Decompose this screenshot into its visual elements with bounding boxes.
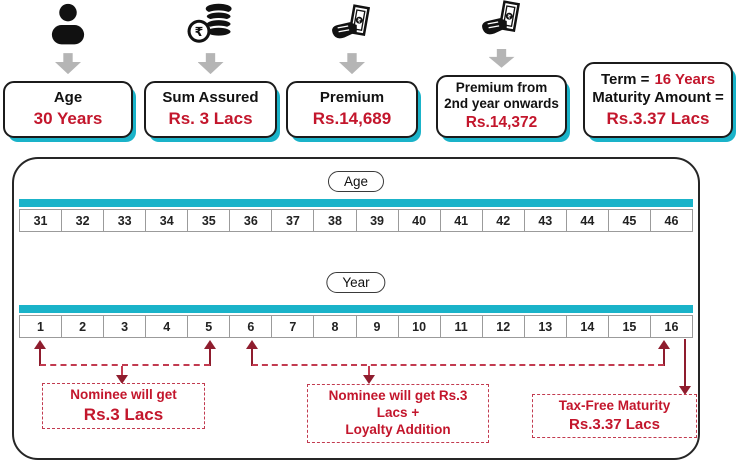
note-tax-free-maturity [532, 394, 697, 438]
year-axis-bar [19, 305, 693, 313]
rupee-glyph: ₹ [356, 18, 362, 25]
year-cell: 2 [61, 315, 104, 338]
down-arrow-icon [198, 53, 224, 74]
age-cell: 40 [398, 209, 441, 232]
card-column-age [3, 0, 133, 138]
card-column-term-maturity [583, 0, 733, 138]
age-cell: 43 [524, 209, 567, 232]
year-cell: 8 [313, 315, 356, 338]
age-cell: 32 [61, 209, 104, 232]
note-nominee-loyalty [307, 384, 489, 443]
premium-renewal-value: Rs.14,372 [465, 113, 538, 131]
year-cell: 10 [398, 315, 441, 338]
person-icon [45, 0, 91, 48]
age-cell: 36 [229, 209, 272, 232]
term-value: 16 Years [654, 70, 716, 88]
age-cell: 37 [271, 209, 314, 232]
age-cell: 33 [103, 209, 146, 232]
note-nominee-basic-line2: Rs.3 Lacs [83, 404, 164, 424]
age-axis-label: Age [328, 171, 384, 192]
age-card-value: 30 Years [33, 108, 103, 128]
age-cell: 34 [145, 209, 188, 232]
card-column-premium [286, 0, 418, 138]
maturity-drop-line [684, 339, 686, 387]
age-axis-cells [19, 209, 693, 232]
age-axis-bar [19, 199, 693, 207]
age-cell: 31 [19, 209, 62, 232]
hand-cash-icon-svg [478, 0, 526, 44]
year-cell: 12 [482, 315, 525, 338]
year-cell: 5 [187, 315, 230, 338]
down-arrow-icon [339, 53, 365, 74]
sum-assured-label: Sum Assured [162, 89, 259, 107]
age-cell: 46 [650, 209, 693, 232]
person-icon-svg [45, 2, 91, 48]
maturity-label: Maturity Amount = [592, 89, 724, 107]
year-cell: 4 [145, 315, 188, 338]
hand-cash-icon-svg [328, 4, 376, 48]
age-card-label: Age [53, 89, 83, 107]
term-maturity-card [583, 62, 733, 138]
maturity-value: Rs.3.37 Lacs [606, 108, 710, 128]
rupee-coins-icon [187, 0, 235, 48]
dashed-span-years-6-16 [252, 364, 664, 366]
age-card [3, 81, 133, 138]
premium-label: Premium [319, 89, 385, 107]
premium-renewal-label-2: 2nd year onwards [444, 96, 559, 112]
age-cell: 38 [313, 209, 356, 232]
note-nominee-basic [42, 383, 205, 429]
note-nominee-loyalty-line2: Loyalty Addition [345, 421, 451, 437]
age-cell: 41 [440, 209, 483, 232]
rupee-coins-icon-svg [187, 2, 235, 48]
hand-cash-icon [478, 0, 526, 44]
premium-renewal-card [436, 75, 567, 138]
age-cell: 45 [608, 209, 651, 232]
down-arrow-icon [55, 53, 81, 74]
year-cell: 15 [608, 315, 651, 338]
down-arrow-icon [489, 49, 515, 68]
year-cell: 13 [524, 315, 567, 338]
year-cell: 3 [103, 315, 146, 338]
rupee-glyph: ₹ [194, 25, 203, 40]
card-column-premium-renewal [436, 0, 567, 138]
year-axis-label: Year [326, 272, 385, 293]
year-cell: 16 [650, 315, 693, 338]
timeline-panel [12, 157, 700, 460]
card-column-sum-assured [144, 0, 277, 138]
year-cell: 7 [271, 315, 314, 338]
age-cell: 35 [187, 209, 230, 232]
note-maturity-line1: Tax-Free Maturity [558, 398, 671, 413]
term-label: Term = [600, 70, 650, 88]
age-cell: 39 [356, 209, 399, 232]
note-nominee-loyalty-line1: Nominee will get Rs.3 Lacs + [328, 388, 468, 420]
age-cell: 42 [482, 209, 525, 232]
sum-assured-card [144, 81, 277, 138]
down-arrow-note-2 [363, 375, 375, 384]
term-line [601, 70, 715, 90]
year-cell: 11 [440, 315, 483, 338]
year-cell: 14 [566, 315, 609, 338]
dashed-span-years-1-5 [40, 364, 210, 366]
note-nominee-basic-line1: Nominee will get [70, 387, 177, 402]
year-axis-cells [19, 315, 693, 338]
sum-assured-value: Rs. 3 Lacs [168, 108, 253, 128]
rupee-glyph: ₹ [506, 14, 511, 21]
premium-card [286, 81, 418, 138]
year-cell: 9 [356, 315, 399, 338]
year-cell: 1 [19, 315, 62, 338]
hand-cash-icon [328, 0, 376, 48]
year-cell: 6 [229, 315, 272, 338]
age-cell: 44 [566, 209, 609, 232]
premium-value: Rs.14,689 [312, 108, 392, 128]
premium-renewal-label-1: Premium from [455, 79, 548, 95]
note-maturity-line2: Rs.3.37 Lacs [569, 415, 660, 433]
